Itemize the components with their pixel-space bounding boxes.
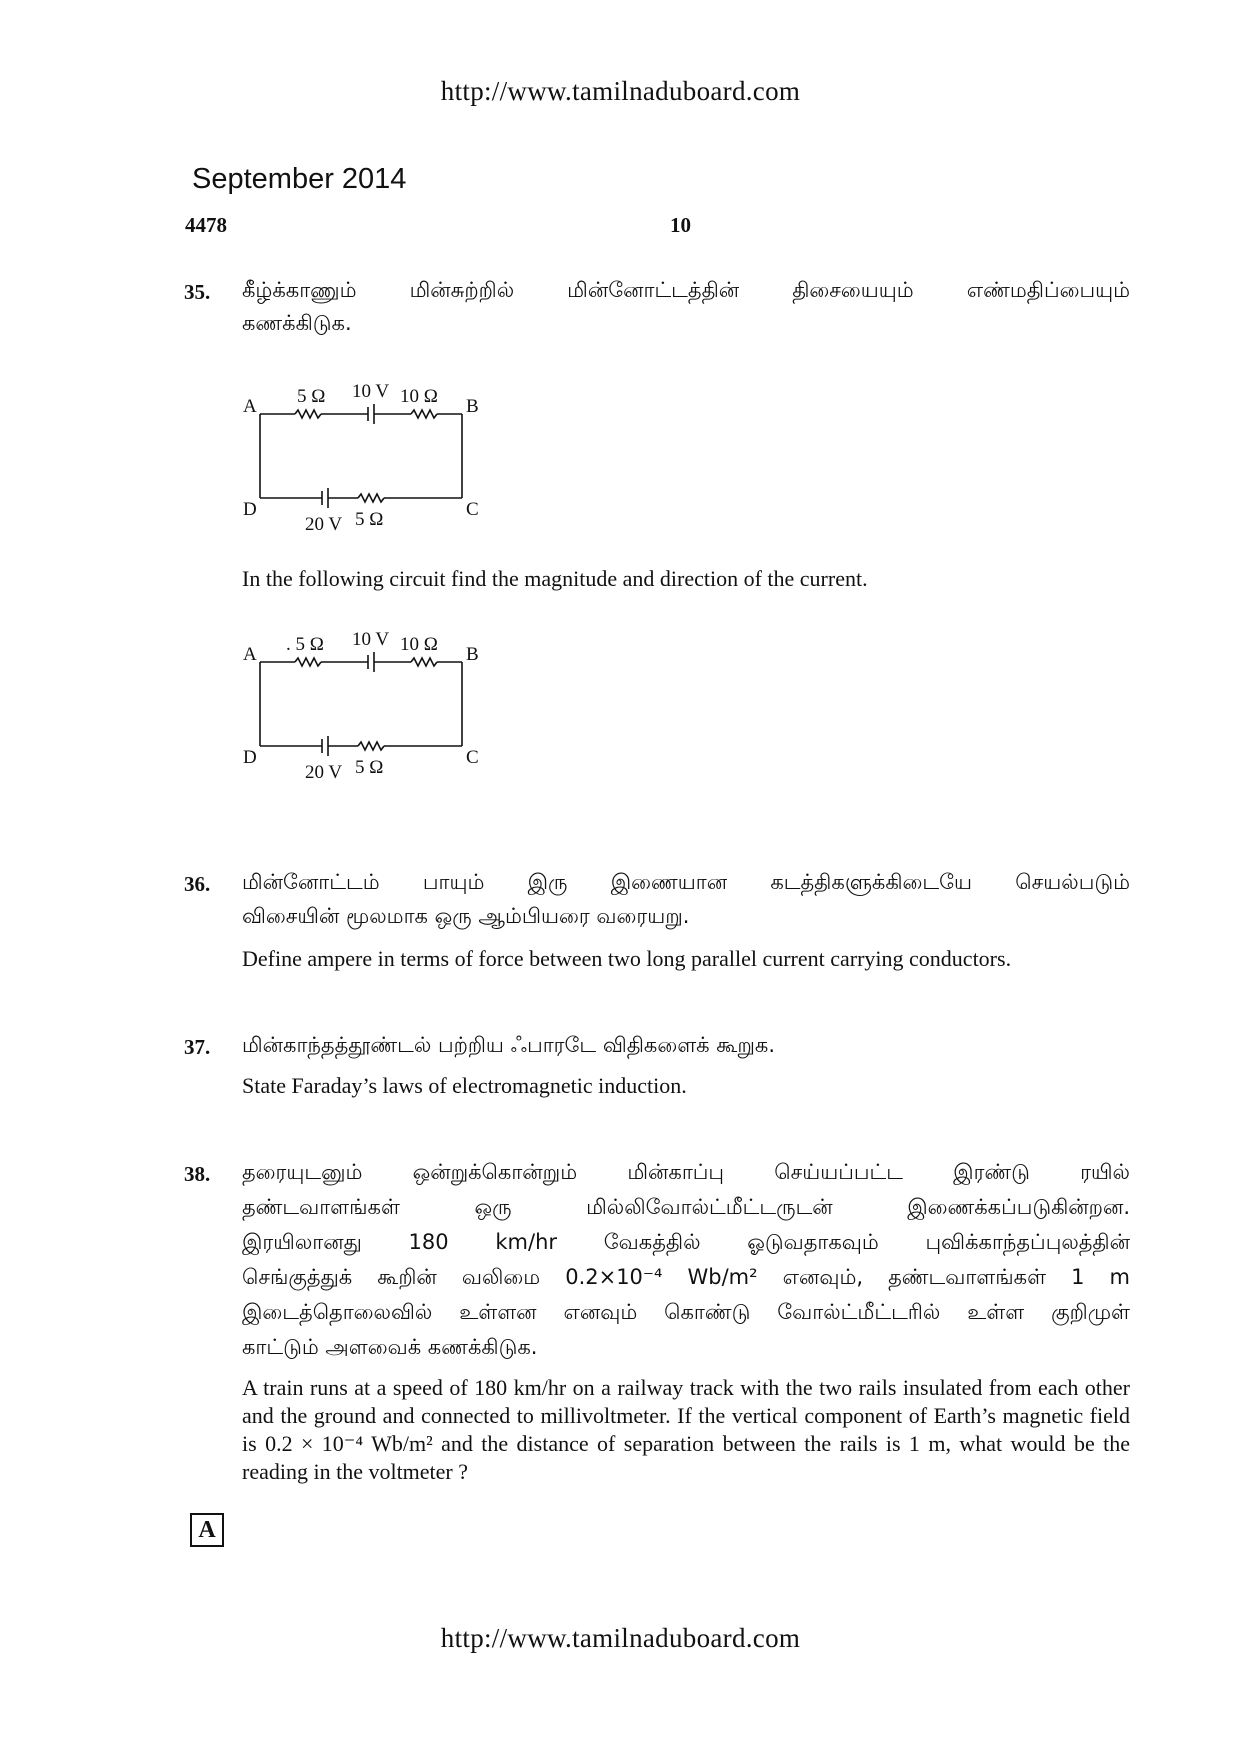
question-number: 37. bbox=[184, 1035, 211, 1059]
question-tamil-line: தரையுடனும் ஒன்றுக்கொன்றும் மின்காப்பு செய்யப்பட்ட இரண்டு ரயில் bbox=[242, 1160, 1130, 1184]
resistor-symbol bbox=[295, 658, 321, 666]
question-english: A train runs at a speed of 180 km/hr on a railway track with the two rails insulated from each other and the ground and connected to millivoltmeter. If the vertical component of Earth’s magnetic field is 0.2 × 10⁻⁴ Wb/m² and the distance of separation between the rails is 1 m, what would be the reading in the voltmeter ? bbox=[242, 1375, 1130, 1484]
resistor-symbol bbox=[411, 410, 437, 418]
question-number: 36. bbox=[184, 872, 211, 896]
footer-url: http://www.tamilnaduboard.com bbox=[440, 1623, 801, 1653]
resistor-label: 5 Ω bbox=[355, 509, 384, 530]
version-box: A bbox=[190, 1513, 224, 1547]
resistor-symbol bbox=[295, 410, 321, 418]
resistor-symbol bbox=[358, 494, 384, 502]
resistor-label: 10 Ω bbox=[400, 386, 438, 407]
question-english: State Faraday’s laws of electromagnetic induction. bbox=[242, 1073, 687, 1098]
question-number: 35. bbox=[184, 280, 211, 304]
question-tamil-line: காட்டும் அளவைக் கணக்கிடுக. bbox=[242, 1335, 538, 1359]
question-tamil-line: மின்னோட்டம் பாயும் இரு இணையான கடத்திகளுக்கிடையே செயல்படும் bbox=[242, 870, 1130, 894]
question-english: Define ampere in terms of force between two long parallel current carrying conductors. bbox=[242, 946, 1012, 971]
node-label: C bbox=[466, 747, 479, 768]
resistor-label: 5 Ω bbox=[355, 757, 384, 778]
question-tamil-line: கீழ்க்காணும் மின்சுற்றில் மின்னோட்டத்தின் திசையையும் எண்மதிப்பையும் bbox=[242, 278, 1130, 302]
resistor-label: 10 Ω bbox=[400, 634, 438, 655]
resistor-label: . 5 Ω bbox=[286, 634, 324, 655]
question-tamil-line: கணக்கிடுக. bbox=[242, 311, 352, 335]
question-tamil-line: விசையின் மூலமாக ஒரு ஆம்பியரை வரையறு. bbox=[242, 904, 690, 928]
node-label: B bbox=[466, 644, 479, 665]
battery-label: 20 V bbox=[305, 514, 343, 535]
question-tamil-line: இடைத்தொலைவில் உள்ளன எனவும் கொண்டு வோல்ட்மீட்டரில் உள்ள குறிமுள் bbox=[242, 1300, 1130, 1324]
circuit-svg bbox=[240, 628, 480, 788]
question-english: In the following circuit find the magnitude and direction of the current. bbox=[242, 566, 868, 591]
node-label: D bbox=[243, 747, 257, 768]
paper-code: 4478 bbox=[185, 213, 227, 237]
exam-date: September 2014 bbox=[192, 163, 407, 195]
node-label: D bbox=[243, 499, 257, 520]
node-label: A bbox=[243, 644, 257, 665]
question-number: 38. bbox=[184, 1162, 211, 1186]
battery-label: 10 V bbox=[352, 629, 390, 650]
node-label: A bbox=[243, 396, 257, 417]
question-tamil-line: இரயிலானது 180 km/hr வேகத்தில் ஓடுவதாகவும் புவிக்காந்தப்புலத்தின் bbox=[242, 1230, 1130, 1254]
node-label: B bbox=[466, 396, 479, 417]
resistor-symbol bbox=[358, 742, 384, 750]
page-number: 10 bbox=[670, 213, 691, 237]
circuit-svg bbox=[240, 380, 480, 540]
battery-label: 20 V bbox=[305, 762, 343, 783]
circuit-diagram bbox=[240, 380, 480, 540]
question-tamil-line: மின்காந்தத்தூண்டல் பற்றிய ஃபாரடே விதிகளைக் கூறுக. bbox=[242, 1033, 776, 1057]
header-url: http://www.tamilnaduboard.com bbox=[440, 76, 801, 106]
resistor-label: 5 Ω bbox=[297, 386, 326, 407]
circuit-diagram bbox=[240, 628, 480, 788]
resistor-symbol bbox=[411, 658, 437, 666]
question-tamil-line: செங்குத்துக் கூறின் வலிமை 0.2×10⁻⁴ Wb/m² எனவும், தண்டவாளங்கள் 1 m bbox=[242, 1265, 1130, 1289]
battery-label: 10 V bbox=[352, 381, 390, 402]
question-tamil-line: தண்டவாளங்கள் ஒரு மில்லிவோல்ட்மீட்டருடன் இணைக்கப்படுகின்றன. bbox=[242, 1195, 1130, 1219]
node-label: C bbox=[466, 499, 479, 520]
